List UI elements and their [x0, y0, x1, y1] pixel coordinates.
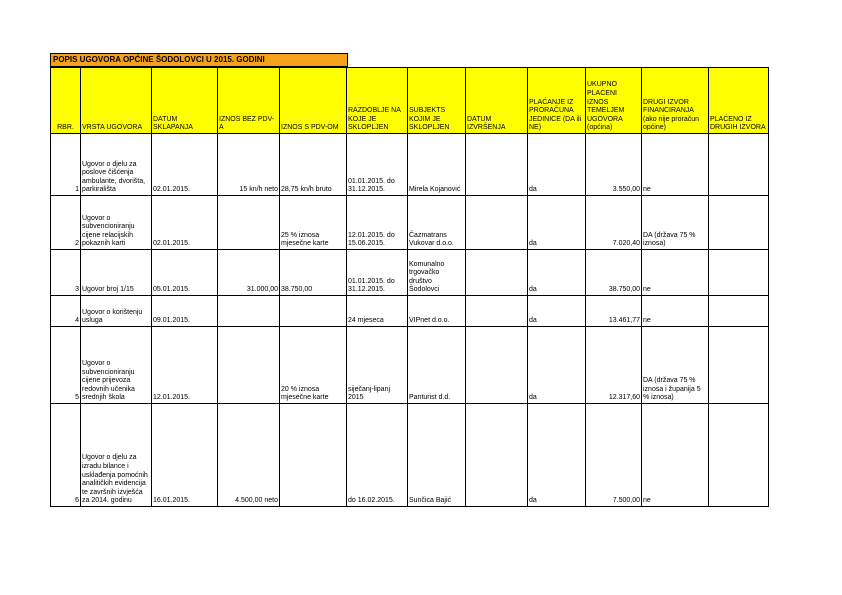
table-cell: [466, 296, 528, 327]
table-cell: 3: [51, 250, 81, 296]
table-cell: [709, 250, 769, 296]
table-cell: Ugovor o djelu za izradu bilance i usklađenja pomoćnih analitičkih evidencija te završnih izvješća za 2014. godinu: [81, 404, 152, 507]
table-cell: 25 % iznosa mjesečne karte: [280, 196, 347, 250]
table-cell: Mirela Kojanović: [408, 134, 466, 196]
table-cell: 38.750,00: [586, 250, 642, 296]
table-cell: 5: [51, 327, 81, 404]
table-cell: 4: [51, 296, 81, 327]
table-cell: [709, 404, 769, 507]
header-iznos-s-pdv: IZNOS S PDV-OM: [280, 68, 347, 134]
header-iznos-bez-pdv: IZNOS BEZ PDV-A: [218, 68, 280, 134]
table-cell: [466, 134, 528, 196]
table-cell: 7.020,40: [586, 196, 642, 250]
table-cell: [709, 134, 769, 196]
table-cell: Čazmatrans Vukovar d.o.o.: [408, 196, 466, 250]
table-cell: 3.550,00: [586, 134, 642, 196]
table-cell: 13.461,77: [586, 296, 642, 327]
table-cell: 02.01.2015.: [152, 196, 218, 250]
table-cell: ne: [642, 250, 709, 296]
table-cell: Ugovor o subvencioniranju cijene relacijskih pokaznih karti: [81, 196, 152, 250]
table-cell: 20 % iznosa mjesečne karte: [280, 327, 347, 404]
table-cell: ne: [642, 404, 709, 507]
table-cell: 09.01.2015.: [152, 296, 218, 327]
table-cell: 01.01.2015. do 31.12.2015.: [347, 250, 408, 296]
table-cell: da: [528, 296, 586, 327]
table-cell: VIPnet d.o.o.: [408, 296, 466, 327]
table-cell: 1: [51, 134, 81, 196]
table-cell: 4.500,00 neto: [218, 404, 280, 507]
table-cell: DA (državа 75 % iznosa): [642, 196, 709, 250]
table-cell: 28,75 kn/h bruto: [280, 134, 347, 196]
table-body: [51, 68, 769, 507]
table-cell: [218, 327, 280, 404]
table-cell: ne: [642, 296, 709, 327]
table-cell: Komunalno trgovačko društvo Šodolovci: [408, 250, 466, 296]
table-row: [51, 250, 769, 296]
table-cell: 24 mjeseca: [347, 296, 408, 327]
table-cell: ne: [642, 134, 709, 196]
table-cell: 7.500,00: [586, 404, 642, 507]
table-cell: [709, 196, 769, 250]
contracts-table: [50, 67, 769, 507]
header-placanje-iz-proracuna: PLAĆANJE IZ PRORAČUNA JEDINICE (DA ili NE): [528, 68, 586, 134]
header-subjekt: SUBJEKTS KOJIM JE SKLOPLJEN: [408, 68, 466, 134]
table-row: [51, 404, 769, 507]
table-cell: Sunčica Bajić: [408, 404, 466, 507]
table-cell: 02.01.2015.: [152, 134, 218, 196]
table-cell: 05.01.2015.: [152, 250, 218, 296]
table-cell: 16.01.2015.: [152, 404, 218, 507]
table-cell: Ugovor o subvencioniranju cijene prijevoza redovnih učenika srednjih škola: [81, 327, 152, 404]
table-cell: da: [528, 196, 586, 250]
table-cell: Ugovor o djelu za poslove čišćenja ambulante, dvorišta, parkirališta: [81, 134, 152, 196]
table-cell: Panturist d.d.: [408, 327, 466, 404]
table-row: [51, 327, 769, 404]
table-cell: 38.750,00: [280, 250, 347, 296]
table-cell: da: [528, 404, 586, 507]
table-row: [51, 296, 769, 327]
table-cell: 01.01.2015. do 31.12.2015.: [347, 134, 408, 196]
header-rbr: RBR.: [51, 68, 81, 134]
table-cell: 12.317,60: [586, 327, 642, 404]
table-title: POPIS UGOVORA OPĆINE ŠODOLOVCI U 2015. GODINI: [50, 53, 348, 67]
table-cell: [709, 327, 769, 404]
table-cell: [280, 296, 347, 327]
header-placeno-iz-drugih: PLAĆENO IZ DRUGIH IZVORA: [709, 68, 769, 134]
table-cell: [466, 250, 528, 296]
table-cell: do 16.02.2015.: [347, 404, 408, 507]
table-cell: Ugovor o korištenju usluga: [81, 296, 152, 327]
table-cell: [218, 296, 280, 327]
table-cell: da: [528, 250, 586, 296]
table-row: [51, 196, 769, 250]
table-cell: DA (državа 75 % iznosa i županija 5 % iznosa): [642, 327, 709, 404]
table-cell: [218, 196, 280, 250]
table-cell: Ugovor broj 1/15: [81, 250, 152, 296]
table-cell: [280, 404, 347, 507]
header-vrsta-ugovora: VRSTA UGOVORA: [81, 68, 152, 134]
table-cell: da: [528, 327, 586, 404]
header-row: [51, 68, 769, 134]
header-datum-sklapanja: DATUM SKLAPANJA: [152, 68, 218, 134]
header-drugi-izvor: DRUGI IZVOR FINANCIRANJA (ako nije proračun općine): [642, 68, 709, 134]
table-row: [51, 134, 769, 196]
header-datum-izvrsenja: DATUM IZVRŠENJA: [466, 68, 528, 134]
table-cell: 15 kn/h neto: [218, 134, 280, 196]
table-cell: da: [528, 134, 586, 196]
table-cell: [466, 404, 528, 507]
header-razdoblje: RAZDOBLJE NA KOJE JE SKLOPLJEN: [347, 68, 408, 134]
table-cell: 12.01.2015. do 15.06.2015.: [347, 196, 408, 250]
table-cell: 6: [51, 404, 81, 507]
table-cell: siječanj-lipanj 2015: [347, 327, 408, 404]
header-ukupno-placeno: UKUPNO PLAĆENI IZNOS TEMELJEM UGOVORA (općina): [586, 68, 642, 134]
table-cell: [709, 296, 769, 327]
table-cell: 12.01.2015.: [152, 327, 218, 404]
table-cell: [466, 196, 528, 250]
table-cell: [466, 327, 528, 404]
table-cell: 2: [51, 196, 81, 250]
table-cell: 31.000,00: [218, 250, 280, 296]
